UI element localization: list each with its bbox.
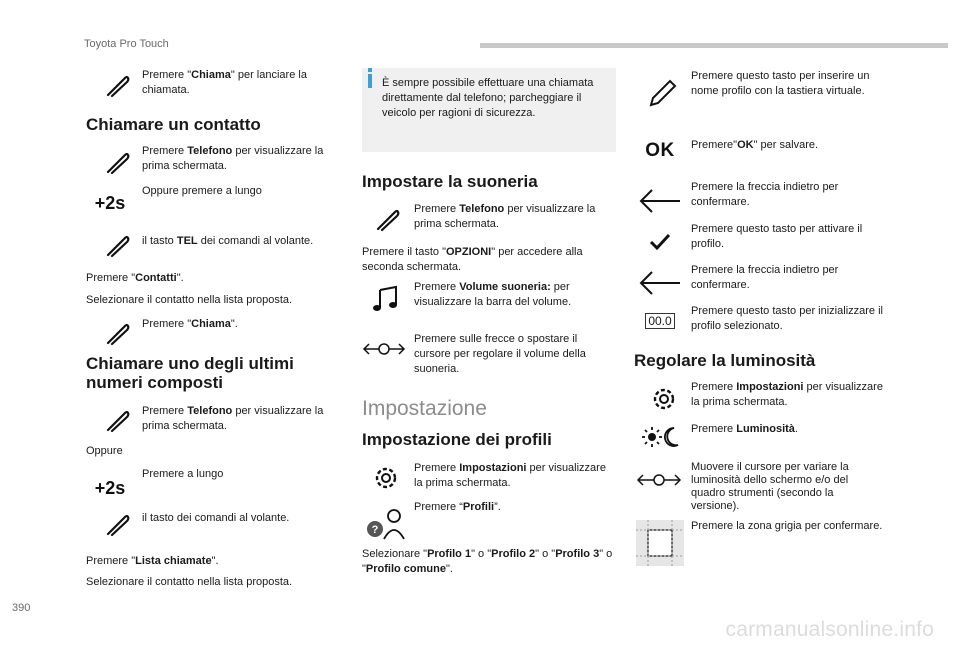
brightness-sun-moon-icon [638,422,682,452]
paragraph: Premere Telefono per visualizzare la prima schermata. [142,145,324,172]
finger-tap-icon [98,405,138,435]
paragraph: Selezionare il contatto nella lista proposta. [86,294,293,306]
paragraph: Premere"OK" per salvare. [691,139,819,151]
paragraph: Premere la freccia indietro per confermare. [691,264,839,291]
paragraph: Premere Impostazioni per visualizzare la prima schermata. [691,381,883,408]
slider-cursor-icon [636,465,682,495]
heading-impostazione: Impostazione [362,397,487,420]
paragraph: Selezionare "Profilo 1" o "Profilo 2" o "Profilo 3" o "Profilo comune". [362,548,613,575]
pencil-icon [642,78,682,108]
running-header: Toyota Pro Touch [84,38,169,50]
paragraph: Premere "Chiama" per lanciare la chiamata. [142,69,307,96]
paragraph: Premere “Profili”. [414,501,501,513]
paragraph: Muovere il cursore per variare la luminosità dello schermo e/o del quadro strumenti (secondo la versione). [691,461,849,512]
grey-zone-icon [636,520,684,566]
svg-text:?: ? [371,524,379,536]
paragraph: Premere Telefono per visualizzare la prima schermata. [414,203,596,230]
paragraph: Premere Impostazioni per visualizzare la prima schermata. [414,462,606,489]
long-press-2s-icon: +2s [94,192,126,213]
paragraph: Premere il tasto "OPZIONI" per accedere alla seconda schermata. [362,246,583,273]
finger-tap-icon [98,509,138,539]
finger-tap-icon [98,147,138,177]
watermark: carmanualsonline.info [725,618,934,641]
paragraph: Premere questo tasto per attivare il profilo. [691,223,863,250]
paragraph: Premere la freccia indietro per confermare. [691,181,839,208]
paragraph: Premere questo tasto per inizializzare il profilo selezionato. [691,305,883,332]
paragraph: Premere "Lista chiamate". [86,555,219,567]
page-number: 390 [12,602,31,614]
paragraph: Premere questo tasto per inserire un nome profilo con la tastiera virtuale. [691,70,870,97]
heading-suoneria: Impostare la suoneria [362,172,538,191]
checkmark-icon [640,227,680,257]
long-press-2s-icon: +2s [94,477,126,498]
paragraph: Oppure premere a lungo [142,185,262,197]
gear-icon [366,463,406,493]
paragraph: Premere a lungo [142,468,224,480]
finger-tap-icon [98,318,138,348]
paragraph: Premere la zona grigia per confermare. [691,520,883,532]
paragraph: il tasto dei comandi al volante. [142,512,290,524]
finger-tap-icon [98,70,138,100]
paragraph: Oppure [86,445,123,457]
gear-icon [644,384,684,414]
heading-chiamare-contatto: Chiamare un contatto [86,115,261,134]
info-icon [368,74,372,88]
back-arrow-icon [638,186,682,216]
profile-icon [364,507,410,541]
paragraph: il tasto TEL dei comandi al volante. [142,235,314,247]
heading-luminosita: Regolare la luminosità [634,351,816,370]
info-box [362,68,616,152]
finger-tap-icon [368,204,408,234]
heading-ultimi-numeri: Chiamare uno degli ultimi numeri composti [86,354,294,392]
reset-digits-icon: 00.0 [638,306,682,336]
paragraph: Premere Volume suoneria: per visualizzare la barra del volume. [414,281,572,308]
paragraph: Premere "Contatti". [86,272,184,284]
paragraph: Premere sulle frecce o spostare il cursore per regolare il volume della suoneria. [414,333,586,375]
music-note-icon [366,284,406,314]
heading-profili: Impostazione dei profili [362,430,552,449]
back-arrow-icon [638,268,682,298]
slider-cursor-icon [362,334,406,364]
ok-icon: OK [645,140,675,161]
paragraph: Premere Luminosità. [691,423,798,435]
paragraph: Premere Telefono per visualizzare la prima schermata. [142,405,324,432]
header-bar [480,43,948,48]
paragraph: Selezionare il contatto nella lista proposta. [86,576,293,588]
finger-tap-icon [98,230,138,260]
paragraph: Premere "Chiama". [142,318,238,330]
info-text: È sempre possibile effettuare una chiamata direttamente dal telefono; parcheggiare il veicolo per ragioni di sicurezza. [382,77,594,119]
